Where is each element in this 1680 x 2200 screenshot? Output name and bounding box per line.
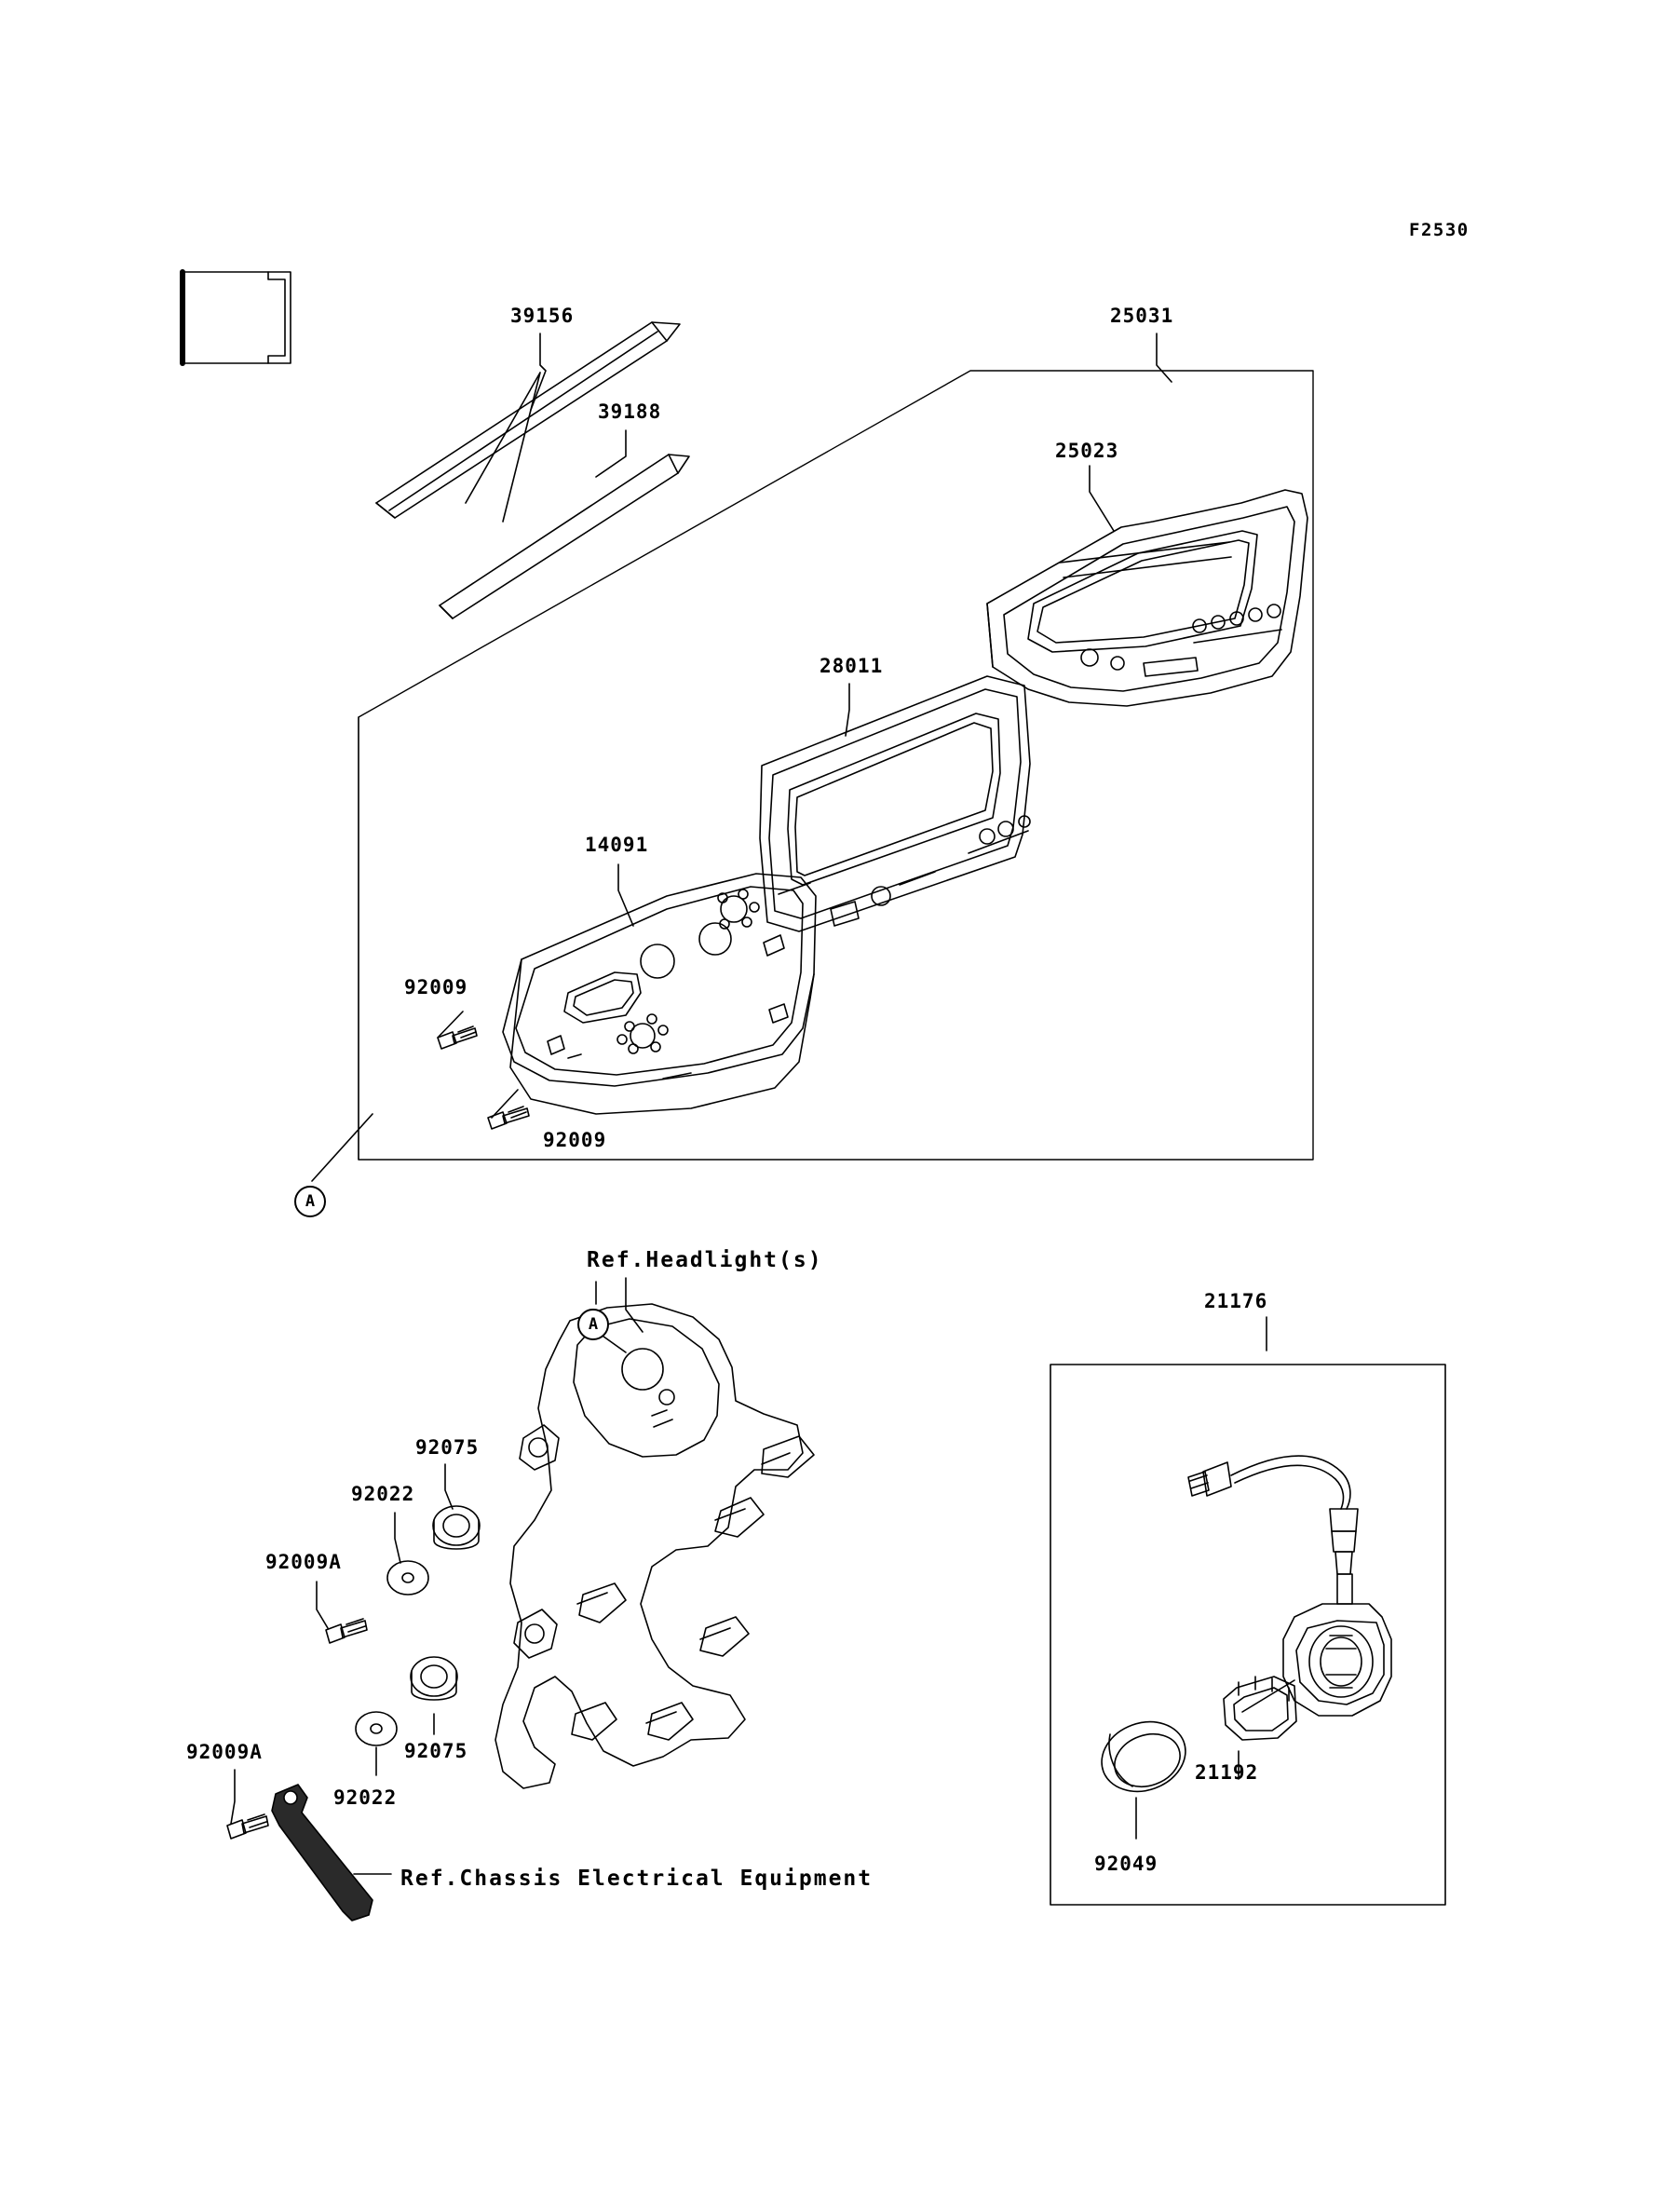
callout-92075-lower: 92075 — [404, 1740, 468, 1762]
callout-92075-upper: 92075 — [415, 1436, 480, 1459]
ref-headlight-label: Ref.Headlight(s) — [587, 1248, 823, 1272]
part-39188 — [440, 455, 689, 618]
callout-92022-lower: 92022 — [333, 1786, 398, 1809]
part-92009-upper — [438, 1026, 477, 1049]
callout-39188: 39188 — [598, 401, 662, 423]
part-21176 — [1091, 1456, 1391, 1802]
callout-14091: 14091 — [585, 834, 649, 856]
detail-marker-a-bracket: A — [577, 1309, 609, 1340]
detail-marker-a-lower: A — [294, 1186, 326, 1217]
part-92075-upper — [433, 1506, 480, 1549]
callout-39156: 39156 — [510, 305, 575, 327]
ref-headlight-bracket — [495, 1304, 814, 1788]
part-92009A-lower — [227, 1814, 268, 1839]
part-92075-lower — [411, 1657, 457, 1700]
part-92009A-upper — [326, 1619, 367, 1643]
callout-21176: 21176 — [1204, 1290, 1268, 1312]
part-92022-upper — [387, 1561, 428, 1595]
part-25023 — [987, 490, 1307, 706]
callout-92009-lower: 92009 — [543, 1129, 607, 1151]
callout-92009-upper: 92009 — [404, 976, 468, 998]
callout-28011: 28011 — [820, 655, 884, 677]
sheet-code: F2530 — [1409, 220, 1470, 240]
callout-21192: 21192 — [1195, 1761, 1259, 1784]
front-arrow-icon — [183, 272, 291, 363]
callout-92049: 92049 — [1094, 1853, 1158, 1875]
callout-92009A-upper: 92009A — [265, 1551, 342, 1573]
ref-chassis-label: Ref.Chassis Electrical Equipment — [400, 1867, 874, 1891]
callout-92009A-lower: 92009A — [186, 1741, 263, 1763]
part-28011 — [760, 676, 1030, 931]
part-92022-lower — [356, 1712, 397, 1745]
part-14091 — [503, 874, 816, 1114]
callout-92022-upper: 92022 — [351, 1483, 415, 1505]
callout-25031: 25031 — [1110, 305, 1174, 327]
part-92009-lower — [488, 1107, 529, 1129]
callout-25023: 25023 — [1055, 440, 1119, 462]
